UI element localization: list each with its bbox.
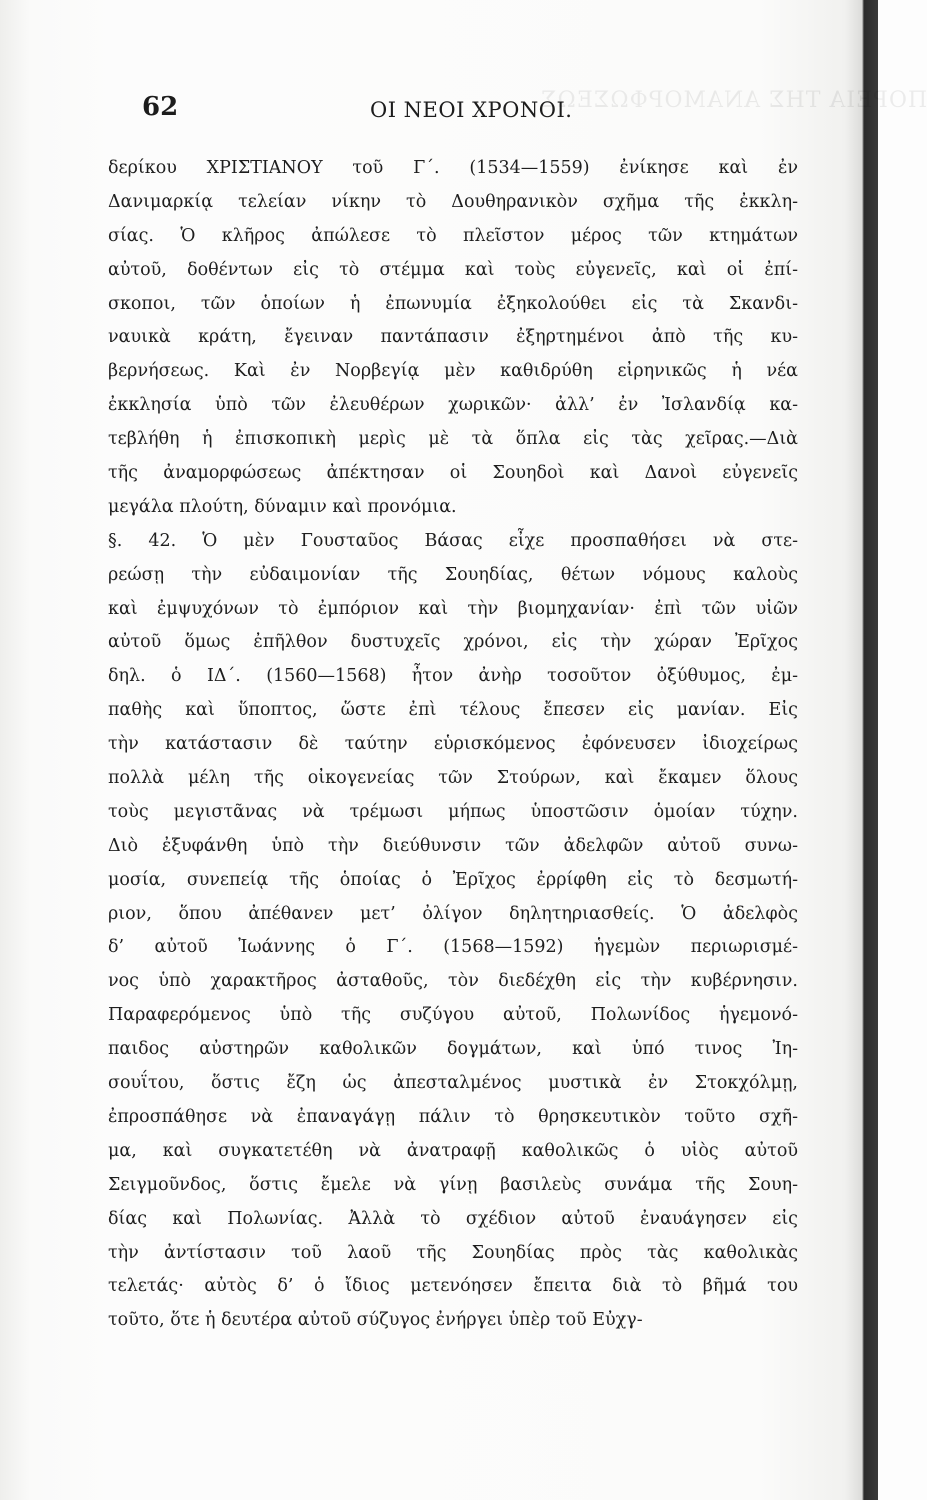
text-line: σκοποι, τῶν ὁποίων ἡ ἐπωνυμία ἐξηκολούθει εἰς τὰ Σκανδι- [108,293,798,314]
text-line: σουΐτου, ὅστις ἔζη ὡς ἀπεσταλμένος μυστικὰ ἐν Στοκχόλμῃ, [108,1073,798,1094]
text-line: ρεώσῃ τὴν εὐδαιμονίαν τῆς Σουηδίας, θέτων νόμους καλοὺς [108,564,798,585]
text-line: §. 42. Ὁ μὲν Γουσταῦος Βάσας εἶχε προσπαθήσει νὰ στε- [108,530,798,551]
text-line: τοὺς μεγιστᾶνας νὰ τρέμωσι μήπως ὑποστῶσιν ὁμοίαν τύχην. [108,801,798,822]
text-line: σίας. Ὁ κλῆρος ἀπώλεσε τὸ πλεῖστον μέρος τῶν κτημάτων [108,225,798,246]
body-text [108,152,798,1338]
running-head: ΟΙ ΝΕΟΙ ΧΡΟΝΟΙ. [370,98,573,122]
text-line: δ’ αὐτοῦ Ἰωάννης ὁ Γ΄. (1568—1592) ἡγεμὼν περιωρισμέ- [108,937,798,958]
page-header [142,92,782,132]
text-line: τὴν κατάστασιν δὲ ταύτην εὑρισκόμενος ἐφόνευσεν ἰδιοχείρως [108,734,798,755]
show-through-text: ΠΟΡΕΙΑ ΤΗΣ ΑΝΑΜΟΡΦΩΣΕΩΣ [540,88,927,113]
text-line: Παραφερόμενος ὑπὸ τῆς συζύγου αὐτοῦ, Πολωνίδος ἡγεμονό- [108,1005,798,1026]
text-line: μοσία, συνεπείᾳ τῆς ὁποίας ὁ Ἐρῖχος ἐρρίφθη εἰς τὸ δεσμωτή- [108,869,798,890]
text-line: τῆς ἀναμορφώσεως ἀπέκτησαν οἱ Σουηδοὶ καὶ Δανοὶ εὐγενεῖς [108,463,798,484]
text-line: τὴν ἀντίστασιν τοῦ λαοῦ τῆς Σουηδίας πρὸς τὰς καθολικὰς [108,1242,798,1263]
text-line: δερίκου ΧΡΙΣΤΙΑΝΟΥ τοῦ Γ΄. (1534—1559) ἐνίκησε καὶ ἐν [108,158,798,178]
text-line: δηλ. ὁ ΙΔ΄. (1560—1568) ἦτον ἀνὴρ τοσοῦτον ὀξύθυμος, ἐμ- [108,666,798,687]
text-line: Διὸ ἐξυφάνθη ὑπὸ τὴν διεύθυνσιν τῶν ἀδελφῶν αὐτοῦ συνω- [108,835,798,856]
text-line: αὐτοῦ, δοθέντων εἰς τὸ στέμμα καὶ τοὺς εὐγενεῖς, καὶ οἱ ἐπί- [108,259,798,280]
text-line: τεβλήθη ἡ ἐπισκοπικὴ μερὶς μὲ τὰ ὅπλα εἰς τὰς χεῖρας.—Διὰ [108,429,798,450]
text-line: παιδος αὐστηρῶν καθολικῶν δογμάτων, καὶ ὑπό τινος Ἰη- [108,1039,798,1060]
text-line: ριον, ὅπου ἀπέθανεν μετ’ ὀλίγον δηλητηριασθείς. Ὁ ἀδελφὸς [108,903,798,924]
text-line: νος ὑπὸ χαρακτῆρος ἀσταθοῦς, τὸν διεδέχθη εἰς τὴν κυβέρνησιν. [108,971,798,992]
text-line: δίας καὶ Πολωνίας. Ἀλλὰ τὸ σχέδιον αὐτοῦ ἐναυάγησεν εἰς [108,1208,798,1229]
text-line: ναυικὰ κράτη, ἔγειναν παντάπασιν ἐξηρτημένοι ἀπὸ τῆς κυ- [108,327,798,348]
text-line: ἐπροσπάθησε νὰ ἐπαναγάγῃ πάλιν τὸ θρησκευτικὸν τοῦτο σχῆ- [108,1106,798,1127]
text-line: παθὴς καὶ ὕποπτος, ὥστε ἐπὶ τέλους ἔπεσεν εἰς μανίαν. Εἰς [108,700,798,721]
text-line: αὐτοῦ ὅμως ἐπῆλθον δυστυχεῖς χρόνοι, εἰς τὴν χώραν Ἐρῖχος [108,632,798,653]
text-line: μα, καὶ συγκατετέθη νὰ ἀνατραφῇ καθολικῶς ὁ υἱὸς αὐτοῦ [108,1140,798,1161]
text-line: καὶ ἐμψυχόνων τὸ ἐμπόριον καὶ τὴν βιομηχανίαν· ἐπὶ τῶν υἱῶν [108,598,798,619]
text-line: τοῦτο, ὅτε ἡ δευτέρα αὐτοῦ σύζυγος ἐνήργει ὑπὲρ τοῦ Εὐχγ- [108,1310,643,1331]
text-line: μεγάλα πλούτη, δύναμιν καὶ προνόμια. [108,496,457,517]
text-line: βερνήσεως. Καὶ ἐν Νορβεγίᾳ μὲν καθιδρύθη εἰρηνικῶς ἡ νέα [108,361,798,382]
text-line: ἐκκλησία ὑπὸ τῶν ἐλευθέρων χωρικῶν· ἀλλ’ ἐν Ἰσλανδίᾳ κα- [108,395,798,416]
text-line: τελετάς· αὐτὸς δ’ ὁ ἴδιος μετενόησεν ἔπειτα διὰ τὸ βῆμά του [108,1276,798,1297]
text-line: Σειγμοῦνδος, ὅστις ἔμελε νὰ γίνῃ βασιλεὺς συνάμα τῆς Σουη- [108,1174,798,1195]
text-line: Δανιμαρκίᾳ τελείαν νίκην τὸ Δουθηρανικὸν σχῆμα τῆς ἐκκλη- [108,191,798,212]
page-number: 62 [142,92,179,122]
text-line: πολλὰ μέλη τῆς οἰκογενείας τῶν Στούρων, καὶ ἔκαμεν ὅλους [108,768,798,789]
